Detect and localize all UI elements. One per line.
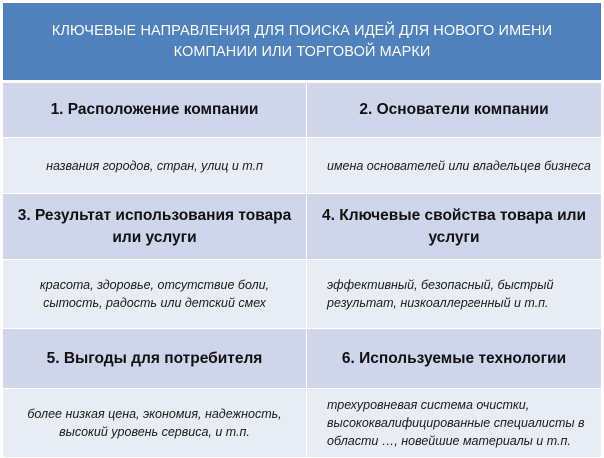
direction-6-title: 6. Используемые технологии (341, 349, 567, 367)
direction-6-description: трехуровневая система очистки, высококвалифицированные специалисты в области …, новейшие материалы и т.п. (327, 398, 585, 448)
direction-3-description-cell (3, 260, 307, 329)
direction-2-description-cell (307, 138, 601, 194)
direction-2-title: 2. Основатели компании (359, 101, 549, 118)
direction-3-title-cell (3, 194, 307, 260)
header-title: КЛЮЧЕВЫЕ НАПРАВЛЕНИЯ ДЛЯ ПОИСКА ИДЕЙ ДЛЯ НОВОГО ИМЕНИ КОМПАНИИ ИЛИ ТОРГОВОЙ МАРКИ (51, 22, 553, 60)
direction-3-title: 3. Результат использования товара или услуги (17, 206, 292, 246)
direction-4-description-cell (307, 260, 601, 329)
direction-1-title: 1. Расположение компании (50, 101, 259, 118)
direction-5-description: более низкая цена, экономия, надежность, высокий уровень сервиса, и т.п. (27, 407, 282, 439)
direction-2-description: имена основателей или владельцев бизнеса (327, 158, 591, 173)
direction-1-title-cell (3, 83, 307, 138)
direction-1-description-cell (3, 138, 307, 194)
direction-5-title-cell (3, 329, 307, 389)
direction-4-description: эффективный, безопасный, быстрый результат, низкоаллергенный и т.п. (327, 278, 554, 310)
table-header (3, 3, 601, 83)
direction-6-description-cell (307, 389, 601, 458)
directions-table (3, 83, 601, 458)
direction-5-title: 5. Выгоды для потребителя (46, 349, 263, 367)
direction-4-title-cell (307, 194, 601, 260)
direction-4-title: 4. Ключевые свойства товара или услуги (322, 206, 586, 246)
direction-6-title-cell (307, 329, 601, 389)
direction-3-description: красота, здоровье, отсутствие боли, сытость, радость или детский смех (39, 278, 270, 310)
direction-5-description-cell (3, 389, 307, 458)
direction-2-title-cell (307, 83, 601, 138)
direction-1-description: названия городов, стран, улиц и т.п (46, 158, 263, 173)
